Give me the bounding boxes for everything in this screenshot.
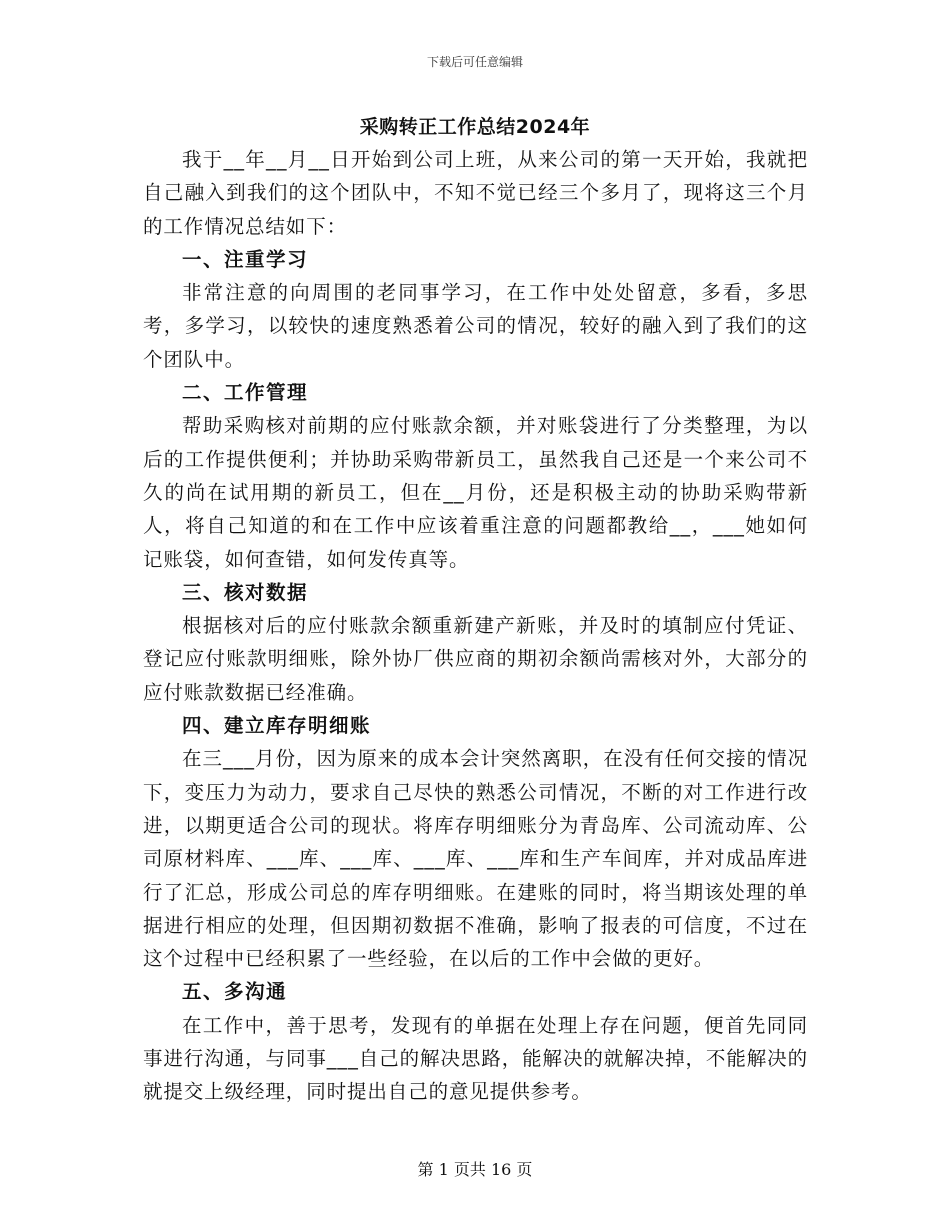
intro-paragraph: 我于__年__月__日开始到公司上班，从来公司的第一天开始，我就把自己融入到我们的这个团队中，不知不觉已经三个多月了，现将这三个月的工作情况总结如下： — [143, 148, 808, 238]
section-paragraph: 在三___月份，因为原来的成本会计突然离职，在没有任何交接的情况下，变压力为动力，要求自己尽快的熟悉公司情况，不断的对工作进行改进，以期更适合公司的现状。将库存明细账分为青岛库、公司流动库、公司原材料库、___库、___库、___库、___库和生产车间库，并对成品库进行了汇总，形成公司总的库存明细账。在建账的同时，将当期该处理的单据进行相应的处理，但因期初数据不准确，影响了报表的可信度，不过在这个过程中已经积累了一些经验，在以后的工作中会做的更好。 — [143, 747, 808, 971]
section-paragraph: 在工作中，善于思考，发现有的单据在处理上存在问题，便首先同同事进行沟通，与同事___自己的解决思路，能解决的就解决掉，不能解决的就提交上级经理，同时提出自己的意见提供参考。 — [143, 1013, 808, 1104]
section-heading: 四、建立库存明细账 — [182, 714, 372, 738]
section-heading: 一、注重学习 — [182, 247, 309, 271]
section-paragraph: 帮助采购核对前期的应付账款余额，并对账袋进行了分类整理，为以后的工作提供便利；并协助采购带新员工，虽然我自己还是一个来公司不久的尚在试用期的新员工，但在__月份，还是积极主动的协助采购带新人，将自己知道的和在工作中应该着重注意的问题都教给__，___她如何记账袋，如何查错，如何发传真等。 — [143, 414, 808, 571]
section-paragraph: 根据核对后的应付账款余额重新建产新账，并及时的填制应付凭证、登记应付账款明细账，除外协厂供应商的期初余额尚需核对外，大部分的应付账款数据已经准确。 — [143, 614, 808, 704]
section-heading: 二、工作管理 — [182, 381, 309, 405]
section-heading: 五、多沟通 — [182, 980, 288, 1004]
section-heading: 三、核对数据 — [182, 580, 309, 604]
header-note: 下载后可任意编辑 — [426, 55, 523, 69]
section-paragraph: 非常注意的向周围的老同事学习，在工作中处处留意，多看，多思考，多学习，以较快的速度熟悉着公司的情况，较好的融入到了我们的这个团队中。 — [143, 281, 808, 371]
document-title: 采购转正工作总结2024年 — [359, 116, 591, 138]
document-body — [143, 143, 808, 1109]
page-number: 第 1 页共 16 页 — [417, 1160, 533, 1179]
